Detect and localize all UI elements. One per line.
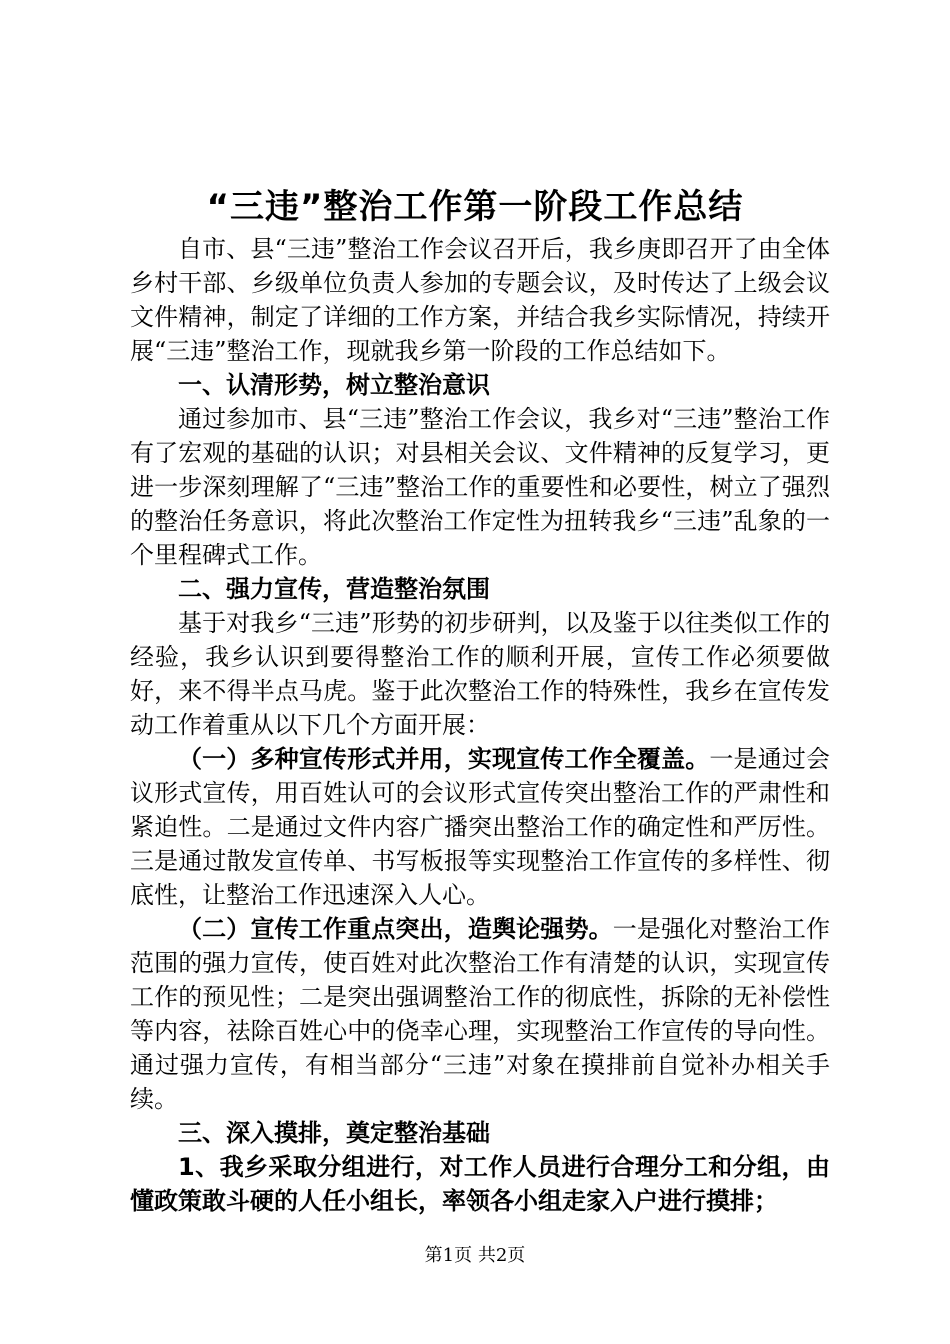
section-1-heading: 一、认清形势，树立整治意识 bbox=[178, 371, 490, 399]
section-1-paragraph: 通过参加市、县“三违”整治工作会议，我乡对“三违”整治工作有了宏观的基础的认识；对县相关会议、文件精神的反复学习，更进一步深刻理解了“三违”整治工作的重要性和必要性，树立了强烈的整治任务意识，将此次整治工作定性为扭转我乡“三违”乱象的一个里程碑式工作。 bbox=[130, 405, 830, 569]
document-title: “三违”整治工作第一阶段工作总结 bbox=[206, 187, 744, 227]
section-2-paragraph: 基于对我乡“三违”形势的初步研判，以及鉴于以往类似工作的经验，我乡认识到要得整治工作的顺利开展，宣传工作必须要做好，来不得半点马虎。鉴于此次整治工作的特殊性，我乡在宣传发动工作着重从以下几个方面开展： bbox=[130, 609, 830, 739]
section-2-sub-1-text: 一是通过会议形式宣传，用百姓认可的会议形式宣传突出整治工作的严肃性和紧迫性。二是通过文件内容广播突出整治工作的确定性和严厉性。三是通过散发宣传单、书写板报等实现整治工作宣传的多样性、彻底性，让整治工作迅速深入人心。 bbox=[130, 745, 831, 909]
section-3-heading: 三、深入摸排，奠定整治基础 bbox=[178, 1119, 490, 1147]
section-2-sub-1-paragraph bbox=[130, 742, 830, 912]
section-2-heading: 二、强力宣传，营造整治氛围 bbox=[178, 575, 490, 603]
section-2-sub-1-heading: （一）多种宣传形式并用，实现宣传工作全覆盖。 bbox=[178, 745, 710, 773]
intro-paragraph: 自市、县“三违”整治工作会议召开后，我乡庚即召开了由全体乡村干部、乡级单位负责人参加的专题会议，及时传达了上级会议文件精神，制定了详细的工作方案，并结合我乡实际情况，持续开展“三违”整治工作，现就我乡第一阶段的工作总结如下。 bbox=[130, 235, 830, 365]
page-number: 第1页 共2页 bbox=[424, 1245, 526, 1266]
section-3-item-1: 1、我乡采取分组进行，对工作人员进行合理分工和分组，由懂政策敢斗硬的人任小组长，率领各小组走家入户进行摸排； bbox=[130, 1153, 830, 1215]
section-2-sub-2-heading: （二）宣传工作重点突出，造舆论强势。 bbox=[178, 915, 613, 943]
document-body bbox=[130, 232, 830, 1218]
section-2-sub-2-text: 一是强化对整治工作范围的强力宣传，使百姓对此次整治工作有清楚的认识，实现宣传工作的预见性；二是突出强调整治工作的彻底性，拆除的无补偿性等内容，祛除百姓心中的侥幸心理，实现整治工作宣传的导向性。通过强力宣传，有相当部分“三违”对象在摸排前自觉补办相关手续。 bbox=[130, 915, 831, 1113]
section-2-sub-2-paragraph bbox=[130, 912, 830, 1116]
